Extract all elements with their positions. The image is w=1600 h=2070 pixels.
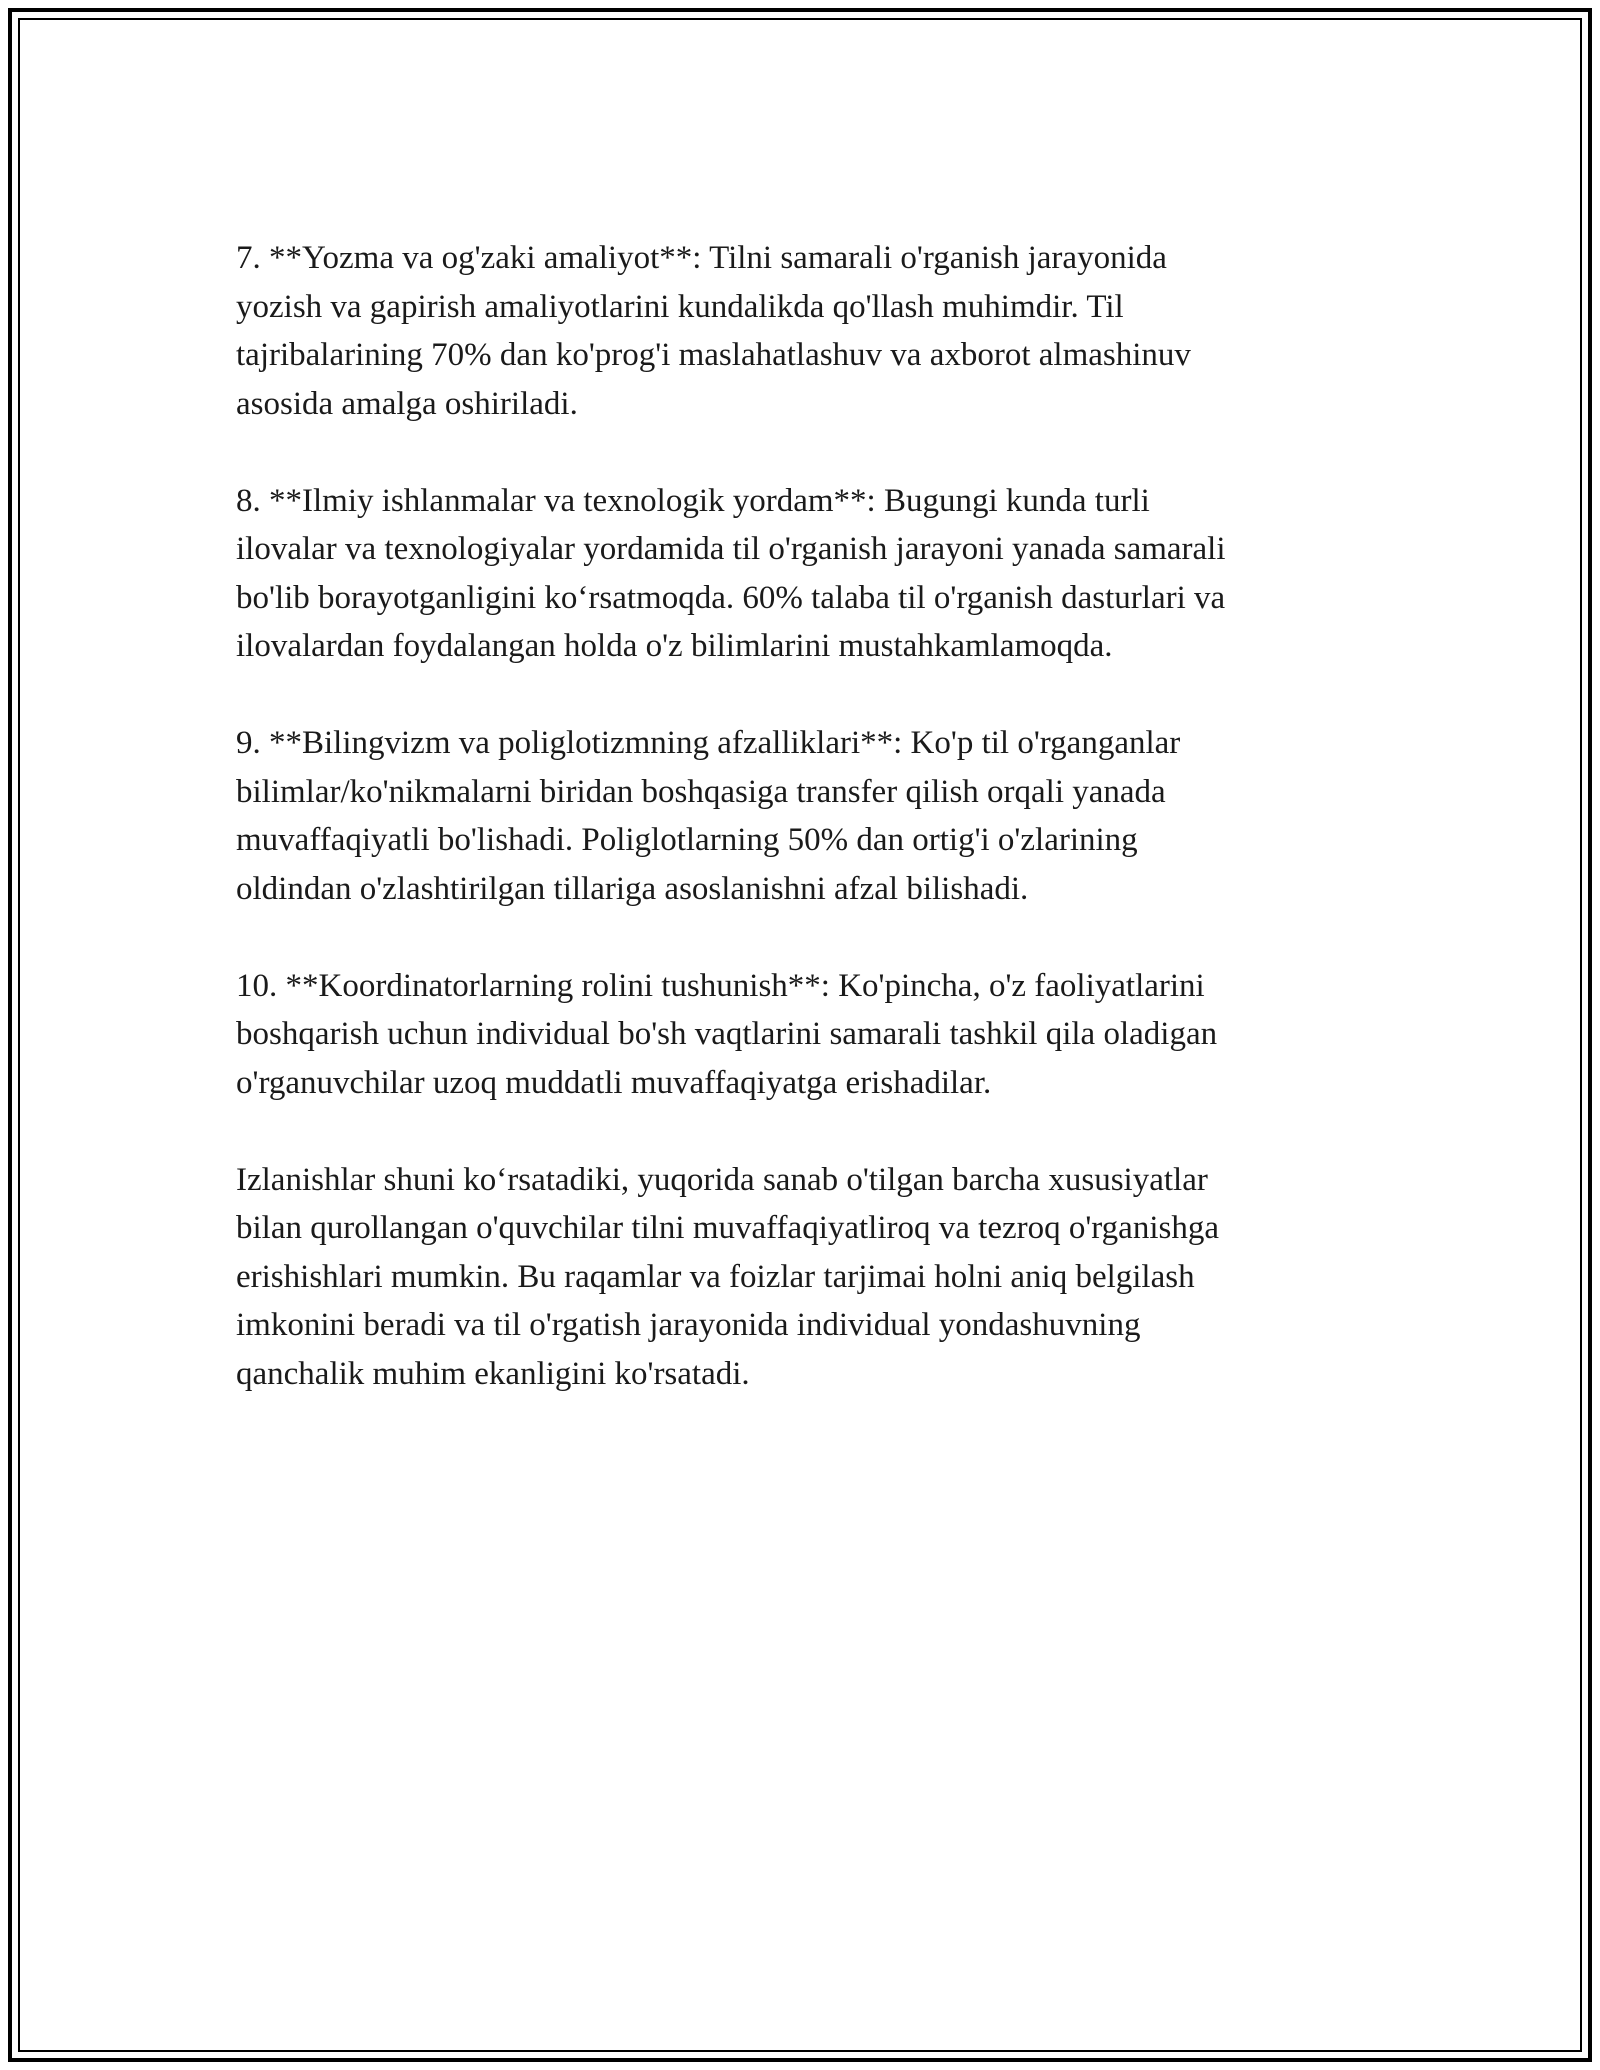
- paragraph-item-8: 8. **Ilmiy ishlanmalar va texnologik yordam**: Bugungi kunda turli ilovalar va texnologiyalar yordamida til o'rganish jarayoni yanada samarali bo'lib borayotganligini ko‘rsatmoqda. 60% talaba til o'rganish dasturlari va ilovalardan foydalangan holda o'z bilimlarini mustahkamlamoqda.: [236, 482, 1226, 664]
- document-body: [236, 234, 1366, 1398]
- paragraph-item-10: 10. **Koordinatorlarning rolini tushunish**: Ko'pincha, o'z faoliyatlarini boshqarish uchun individual bo'sh vaqtlarini samarali tashkil qila oladigan o'rganuvchilar uzoq muddatli muvaffaqiyatga erishadilar.: [236, 967, 1218, 1101]
- conclusion-paragraph: Izlanishlar shuni ko‘rsatadiki, yuqorida sanab o'tilgan barcha xususiyatlar bilan qurollangan o'quvchilar tilni muvaffaqiyatliroq va tezroq o'rganishga erishishlari mumkin. Bu raqamlar va foizlar tarjimai holni aniq belgilash imkonini beradi va til o'rgatish jarayonida individual yondashuvning qanchalik muhim ekanligini ko'rsatadi.: [236, 1161, 1219, 1392]
- paragraph-item-7: 7. **Yozma va og'zaki amaliyot**: Tilni samarali o'rganish jarayonida yozish va gapirish amaliyotlarini kundalikda qo'llash muhimdir. Til tajribalarining 70% dan ko'prog'i maslahatlashuv va axborot almashinuv asosida amalga oshiriladi.: [236, 240, 1191, 422]
- paragraph-item-9: 9. **Bilingvizm va poliglotizmning afzalliklari**: Ko'p til o'rganganlar bilimlar/ko'nikmalarni biridan boshqasiga transfer qilish orqali yanada muvaffaqiyatli bo'lishadi. Poliglotlarning 50% dan ortig'i o'zlarining oldindan o'zlashtirilgan tillariga asoslanishni afzal bilishadi.: [236, 725, 1181, 907]
